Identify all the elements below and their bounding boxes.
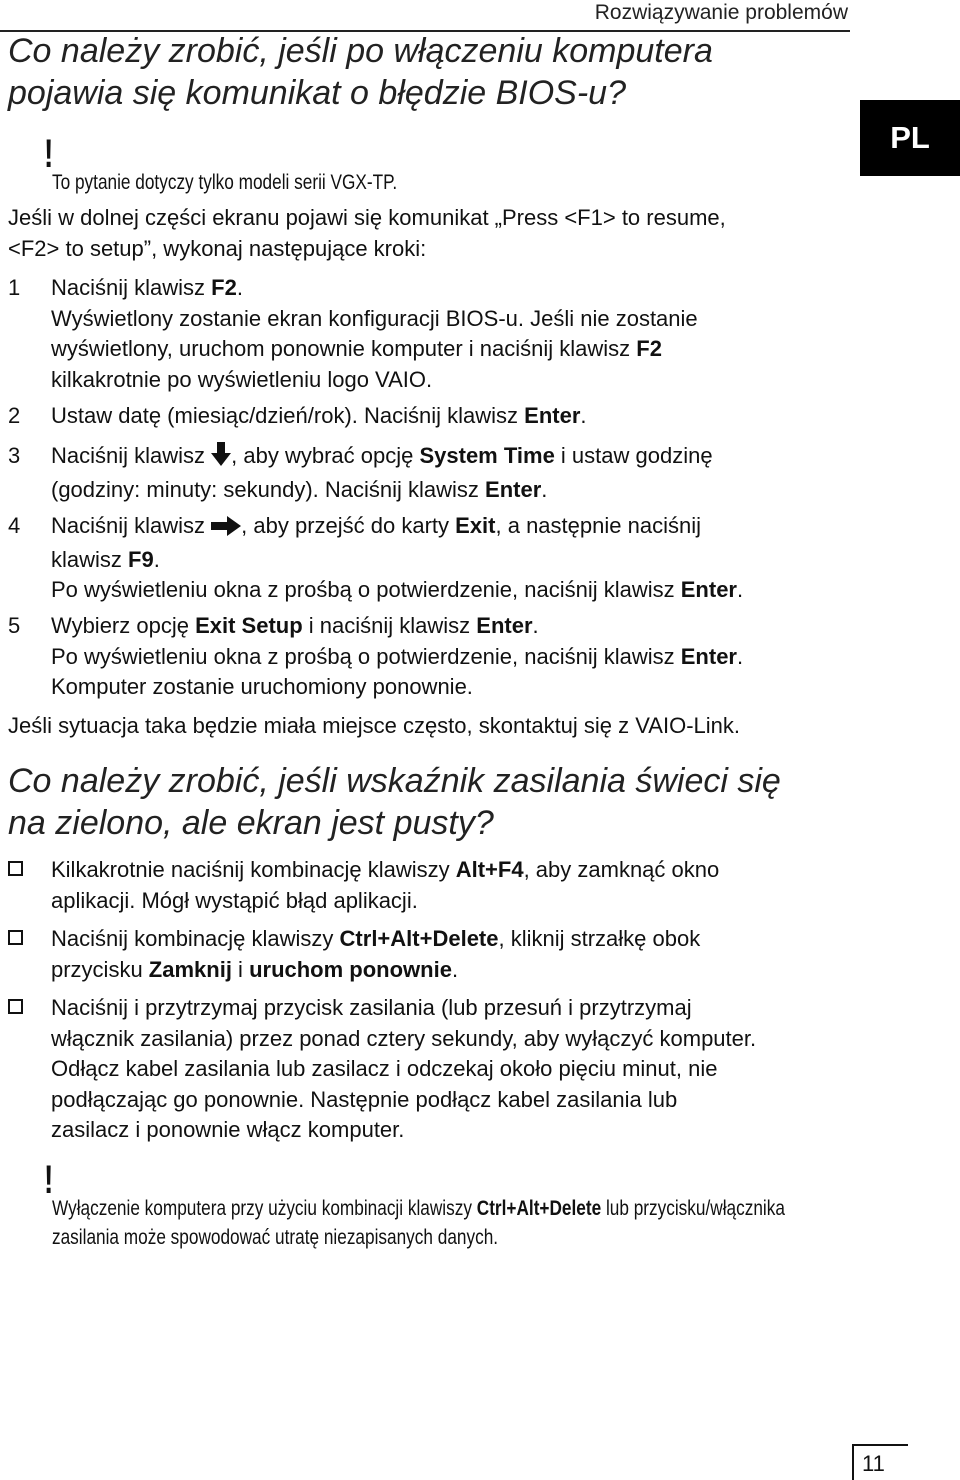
step-text-part: Naciśnij klawisz — [51, 513, 212, 538]
note-text-part: lub przycisku/włącznika — [601, 1197, 785, 1220]
bullet-text — [51, 993, 756, 1146]
key-label: Enter — [476, 613, 533, 638]
bullet-text-part: zasilacz i ponownie włącz komputer. — [51, 1117, 405, 1142]
step-text-part: Po wyświetleniu okna z prośbą o potwierdzenie, naciśnij klawisz — [51, 577, 681, 602]
option-label: Zamknij — [148, 956, 232, 982]
checkbox-icon — [8, 999, 23, 1014]
title-line: na zielono, ale ekran jest pusty? — [8, 804, 494, 842]
note-text-part: Wyłączenie komputera przy użyciu kombinacji klawiszy — [52, 1197, 477, 1220]
bullet-text-part: . — [451, 956, 459, 982]
step-number: 4 — [8, 513, 21, 538]
step-text-part: klawisz — [51, 546, 129, 572]
key-label: Alt+F4 — [455, 857, 524, 882]
bullet-text-part: aplikacji. Mógł wystąpić błąd aplikacji. — [51, 887, 418, 913]
section-title-bios-error — [8, 30, 713, 114]
step-text — [51, 441, 713, 505]
step-text-part: Wybierz opcję — [51, 613, 196, 638]
key-label: F9 — [128, 546, 154, 572]
step-text-part: . — [737, 577, 744, 602]
title-line: pojawia się komunikat o błędzie BIOS-u? — [8, 74, 626, 112]
step-number: 1 — [8, 275, 21, 300]
arrow-down-icon — [211, 442, 231, 475]
key-label: Enter — [524, 403, 581, 428]
option-label: System Time — [419, 443, 555, 468]
bullet-text-part: i — [231, 956, 250, 982]
bullet-text-part: , aby zamknąć okno — [523, 857, 720, 882]
step-text — [51, 611, 743, 703]
bullet-text-part: włącznik zasilania) przez ponad cztery sekundy, aby wyłączyć komputer. — [51, 1025, 757, 1051]
bullet-text-part: Naciśnij kombinację klawiszy — [51, 926, 340, 951]
running-header: Rozwiązywanie problemów — [594, 1, 848, 24]
step-text-part: i naciśnij klawisz — [302, 613, 477, 638]
step-text-part: i ustaw godzinę — [554, 443, 713, 468]
step-text-part: Ustaw datę (miesiąc/dzień/rok). Naciśnij klawisz — [51, 403, 525, 428]
step-text-part: Wyświetlony zostanie ekran konfiguracji BIOS-u. Jeśli nie zostanie — [51, 305, 698, 331]
warning-note — [52, 1194, 785, 1252]
bullet-text — [51, 855, 719, 916]
step-text-part: Naciśnij klawisz — [51, 275, 212, 300]
step-text-part: , aby przejść do karty — [241, 513, 456, 538]
intro-line: <F2> to setup”, wykonaj następujące kroki: — [8, 236, 427, 261]
bullet-text-part: Odłącz kabel zasilania lub zasilacz i odczekaj około pięciu minut, nie — [51, 1056, 718, 1081]
bullet-text-part: Naciśnij i przytrzymaj przycisk zasilania (lub przesuń i przytrzymaj — [51, 995, 692, 1020]
option-label: Exit Setup — [195, 613, 303, 638]
key-label: Enter — [485, 476, 542, 502]
step-text — [51, 273, 698, 395]
step-text-part: . — [532, 613, 539, 638]
title-line: Co należy zrobić, jeśli po włączeniu komputera — [8, 32, 713, 70]
step-text-part: kilkakrotnie po wyświetleniu logo VAIO. — [51, 366, 433, 392]
key-label: F2 — [636, 336, 662, 361]
step-text-part: . — [236, 275, 243, 300]
title-line: Co należy zrobić, jeśli wskaźnik zasilania świeci się — [8, 762, 781, 800]
step-text-part: Po wyświetleniu okna z prośbą o potwierdzenie, naciśnij klawisz — [51, 643, 681, 669]
key-label: Ctrl+Alt+Delete — [339, 926, 499, 951]
step-text-part: Naciśnij klawisz — [51, 443, 212, 468]
tab-label: Exit — [455, 513, 496, 538]
step-number: 3 — [8, 443, 21, 468]
option-label: uruchom ponownie — [249, 956, 452, 982]
bullet-text-part: przycisku — [51, 956, 149, 982]
step-text-part: . — [153, 546, 160, 572]
model-note: To pytanie dotyczy tylko modeli serii VGX-TP. — [52, 171, 398, 194]
step-text — [51, 401, 587, 432]
step-number: 2 — [8, 403, 21, 428]
step-text-part: . — [580, 403, 587, 428]
key-label: F2 — [211, 275, 237, 300]
step-text — [51, 511, 743, 606]
step-text-part: , a następnie naciśnij — [495, 513, 701, 538]
key-label: Ctrl+Alt+Delete — [476, 1197, 602, 1220]
closing-line: Jeśli sytuacja taka będzie miała miejsce często, skontaktuj się z VAIO-Link. — [8, 713, 741, 738]
step-number: 5 — [8, 613, 21, 638]
page-number: 11 — [862, 1451, 885, 1476]
step-text-part: . — [737, 643, 744, 669]
step-text-part: Komputer zostanie uruchomiony ponownie. — [51, 674, 473, 699]
note-text-part: zasilania może spowodować utratę niezapisanych danych. — [52, 1226, 499, 1249]
step-text-part: wyświetlony, uruchom ponownie komputer i naciśnij klawisz — [51, 336, 637, 361]
bullet-text-part: Kilkakrotnie naciśnij kombinację klawiszy — [51, 857, 456, 882]
bullet-text-part: podłączając go ponownie. Następnie podłącz kabel zasilania lub — [51, 1086, 678, 1112]
step-text-part: (godziny: minuty: sekundy). Naciśnij klawisz — [51, 476, 486, 502]
warning-icon: ! — [44, 132, 54, 176]
step-text-part: , aby wybrać opcję — [231, 443, 420, 468]
step-text-part: . — [541, 476, 548, 502]
key-label: Enter — [680, 643, 737, 669]
key-label: Enter — [680, 577, 737, 602]
warning-icon: ! — [44, 1158, 54, 1202]
footer-rule — [852, 1444, 908, 1446]
intro-line: Jeśli w dolnej części ekranu pojawi się komunikat „Press <F1> to resume, — [8, 205, 726, 230]
checkbox-icon — [8, 861, 23, 876]
bullet-text — [51, 924, 700, 985]
section-title-blank-screen — [8, 760, 781, 844]
checkbox-icon — [8, 930, 23, 945]
arrow-right-icon — [211, 514, 241, 545]
language-tab: PL — [860, 100, 960, 176]
bullet-text-part: , kliknij strzałkę obok — [498, 926, 701, 951]
footer-rule — [852, 1444, 854, 1480]
